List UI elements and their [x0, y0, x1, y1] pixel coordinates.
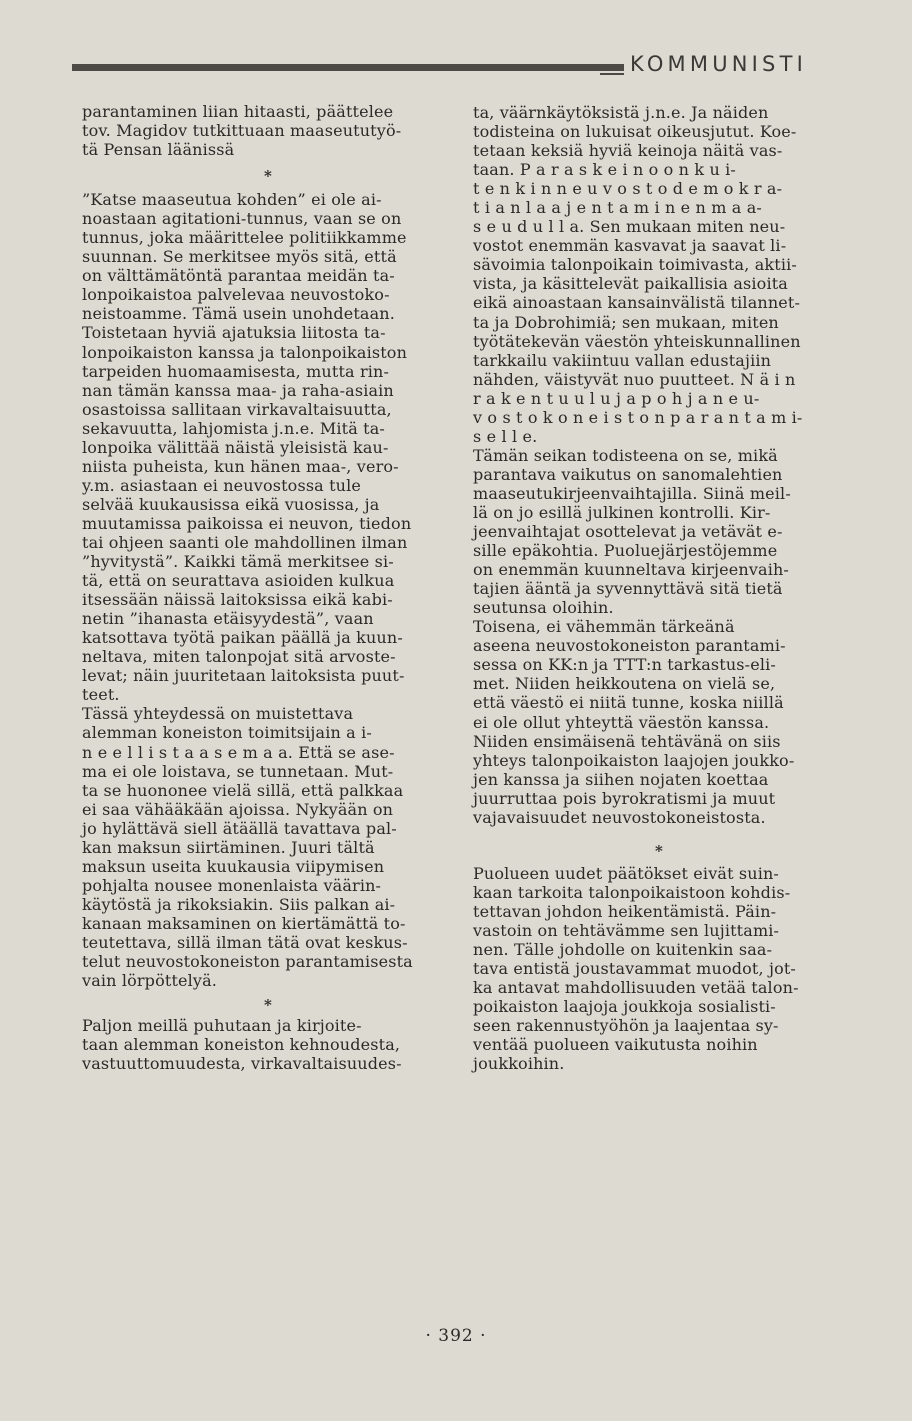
section-separator-asterisk: * — [264, 996, 272, 1015]
running-header-title: KOMMUNISTI — [630, 52, 808, 76]
header-rule-thin — [600, 73, 624, 75]
left-paragraph-2: ”Katse maaseutua kohden” ei ole ai- noastaan agitationi-tunnus, vaan se on tunnus, joka määrittelee politiikkamme suunnan. Se merkitsee myös sitä, että on välttämätöntä parantaa meidän ta- lonpoikaistoa palvelevaa neuvostoko- neistoamme. Tämä usein unohdetaan. Toistetaan hyviä ajatuksia liitosta ta- lonpoikaiston kanssa ja talonpoikaiston tarpeiden huomaamisesta, mutta rin- nan tämän kanssa maa- ja raha-asiain osastoissa sallitaan virkavaltaisuutta, sekavuutta, lahjomista j.n.e. Mitä ta- lonpoika välittää näistä yleisistä kau- niista puheista, kun hänen maa-, vero- y.m. asiastaan ei neuvostossa tule selvää kuukausissa eikä vuosissa, ja muutamissa paikoissa ei neuvon, tiedon tai ohjeen saanti ole mahdollinen ilman ”hyvitystä”. Kaikki tämä merkitsee si- tä, että on seurattava asioiden kulkua itsessään näissä laitoksissa eikä kabi- netin ”ihanasta etäisyydestä”, vaan katsottava työtä paikan päällä ja kuun- neltava, miten talonpojat sitä arvoste- levat; näin juuritetaan laitoksista puut- teet. — [82, 190, 412, 705]
left-paragraph-1: parantaminen liian hitaasti, päättelee tov. Magidov tutkittuaan maaseututyö- tä Pensan läänissä — [82, 102, 402, 160]
section-separator-asterisk: * — [264, 167, 272, 186]
page-number: · 392 · — [425, 1326, 487, 1346]
header-rule — [72, 64, 624, 71]
left-paragraph-4: Paljon meillä puhutaan ja kirjoite- taan alemman koneiston kehnoudesta, vastuuttomuudesta, virkavaltaisuudes- — [82, 1016, 402, 1074]
right-paragraph-2: Tämän seikan todisteena on se, mikä parantava vaikutus on sanomalehtien maaseutukirjeenvaihtajilla. Siinä meil- lä on jo esillä julkinen kontrolli. Kir- jeenvaihtajat osottelevat ja vetävät e- sille epäkohtia. Puoluejärjestöjemme on enemmän kuunneltava kirjeenvaih- tajien ääntä ja syvennyttävä sitä tietä seutunsa oloihin. — [473, 445, 791, 618]
left-paragraph-3: Tässä yhteydessä on muistettava alemman koneiston toimitsijain a i- n e e l l i s t a a s e m a a. Että se ase- ma ei ole loistava, se tunnetaan. Mut- ta se huononee vielä sillä, että palkkaa ei saa vähääkään ajoissa. Nykyään on jo hylättävä siell ätäällä tavattava pal- kan maksun siirtäminen. Juuri tältä maksun useita kuukausia viipymisen pohjalta nousee monenlaista väärin- käytöstä ja rikoksiakin. Siis palkan ai- kanaan maksaminen on kiertämättä to- teutettava, sillä ilman tätä ovat keskus- telut neuvostokoneiston parantamisesta vain lörpöttelyä. — [82, 704, 413, 991]
right-paragraph-3: Toisena, ei vähemmän tärkeänä aseena neuvostokoneiston parantami- sessa on KK:n ja TTT:n tarkastus-eli- met. Niiden heikkoutena on vielä se, että väestö ei niitä tunne, koska niillä ei ole ollut yhteyttä väestön kanssa. Niiden ensimäisenä tehtävänä on siis yhteys talonpoikaiston laajojen joukko- jen kanssa ja siihen nojaten koettaa juurruttaa pois byrokratismi ja muut vajavaisuudet neuvostokoneistosta. — [473, 617, 795, 827]
section-separator-asterisk: * — [655, 841, 663, 860]
right-text-column — [473, 103, 845, 1073]
right-paragraph-1: ta, väärnkäytöksistä j.n.e. Ja näiden todisteina on lukuisat oikeusjutut. Koe- tetaan keksiä hyviä keinoja näitä vas- taan. P a r a s k e i n o o n k u i- t e n k i n n e u v o s t o d e m o k r a- t i a n l a a j e n t a m i n e n m a a- s e u d u l l a. Sen mukaan miten neu- vostot enemmän kasvavat ja saavat li- sävoimia talonpoikain toimivasta, aktii- vista, ja käsittelevät paikallisia asioita eikä ainoastaan kansainvälistä tilannet- ta ja Dobrohimiä; sen mukaan, miten työtätekevän väestön yhteiskunnallinen tarkkailu vakiintuu vallan edustajiin nähden, väistyvät nuo puutteet. N ä i n r a k e n t u u l u j a p o h j a n e u- v o s t o k o n e i s t o n p a r a n t a m i- s e l l e. — [473, 103, 803, 446]
right-paragraph-4: Puolueen uudet päätökset eivät suin- kaan tarkoita talonpoikaistoon kohdis- tettavan johdon heikentämistä. Päin- vastoin on tehtävämme sen lujittami- nen. Tälle johdolle on kuitenkin saa- tava entistä joustavammat muodot, jot- ka antavat mahdollisuuden vetää talon- poikaiston laajoja joukkoja sosialisti- seen rakennustyöhön ja laajentaa sy- ventää puolueen vaikutusta noihin joukkoihin. — [473, 863, 799, 1074]
left-text-column — [82, 102, 454, 1073]
